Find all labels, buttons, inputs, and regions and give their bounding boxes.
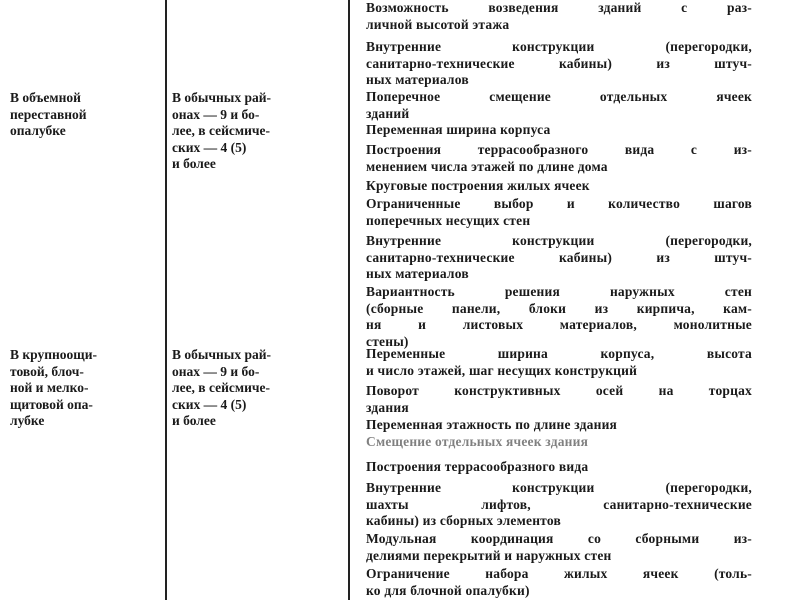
feature-item <box>366 417 752 434</box>
storeys-cell-line: лее, в сейсмиче- <box>172 123 270 138</box>
feature-item <box>366 566 752 599</box>
feature-item <box>366 89 752 122</box>
feature-item <box>366 39 752 89</box>
feature-line: Внутренние конструкции (перегородки, <box>366 480 752 495</box>
feature-item <box>366 459 752 476</box>
feature-line: поперечных несущих стен <box>366 212 531 228</box>
method-cell-line: опалубке <box>10 123 66 138</box>
feature-line: и число этажей, шаг несущих конструкций <box>366 362 638 378</box>
method-cell <box>10 90 160 140</box>
feature-line: Переменная этажность по длине здания <box>366 417 618 432</box>
method-cell-line: В объемной <box>10 90 81 105</box>
feature-line: Построения террасообразного вида <box>366 459 589 474</box>
feature-line: Ограничение набора жилых ячеек (толь- <box>366 566 752 581</box>
feature-line: Вариантность решения наружных стен <box>366 284 752 299</box>
storeys-cell-line: лее, в сейсмиче- <box>172 380 270 395</box>
feature-line: Возможность возведения зданий с раз- <box>366 0 752 15</box>
feature-line: Модульная координация со сборными из- <box>366 531 752 546</box>
storeys-cell-line: и более <box>172 156 216 171</box>
feature-line: Построения террасообразного вида с из- <box>366 142 752 157</box>
feature-line: менением числа этажей по длине дома <box>366 158 608 174</box>
column-divider-2 <box>348 0 350 600</box>
storeys-cell-line: онах — 9 и бо- <box>172 106 260 122</box>
feature-item <box>366 531 752 564</box>
method-cell-line: лубке <box>10 413 45 428</box>
feature-line: шахты лифтов, санитарно-технические <box>366 496 752 512</box>
feature-item <box>366 178 752 195</box>
feature-item <box>366 284 752 350</box>
feature-line: Переменная ширина корпуса <box>366 122 551 137</box>
method-cell-line: щитовой опа- <box>10 396 93 412</box>
feature-line: ных материалов <box>366 266 469 281</box>
storeys-cell-line: онах — 9 и бо- <box>172 363 260 379</box>
feature-line: Внутренние конструкции (перегородки, <box>366 39 752 54</box>
feature-item <box>366 122 752 139</box>
storeys-cell-line: В обычных рай- <box>172 90 272 105</box>
feature-item <box>366 142 752 175</box>
feature-line: санитарно-технические кабины) из штуч- <box>366 249 752 265</box>
storeys-cell-line: ских — 4 (5) <box>172 139 247 155</box>
storeys-cell-line: В обычных рай- <box>172 347 272 362</box>
storeys-cell <box>172 90 342 173</box>
storeys-cell-line: ских — 4 (5) <box>172 396 247 412</box>
feature-line: зданий <box>366 105 410 121</box>
feature-line: санитарно-технические кабины) из штуч- <box>366 55 752 71</box>
method-cell-line: переставной <box>10 106 87 122</box>
storeys-cell <box>172 347 342 430</box>
feature-line: (сборные панели, блоки из кирпича, кам- <box>366 300 752 316</box>
feature-line: Внутренние конструкции (перегородки, <box>366 233 752 248</box>
feature-line: Поперечное смещение отдельных ячеек <box>366 89 752 104</box>
feature-line: Ограниченные выбор и количество шагов <box>366 196 752 211</box>
feature-line: ня и листовых материалов, монолитные <box>366 317 752 332</box>
feature-item <box>366 196 752 229</box>
feature-line: Круговые построения жилых ячеек <box>366 178 590 193</box>
feature-line: Смещение отдельных ячеек здания <box>366 434 589 449</box>
method-cell-line: В крупноощи- <box>10 347 97 362</box>
method-cell <box>10 347 160 430</box>
feature-line: делиями перекрытий и наружных стен <box>366 547 612 563</box>
feature-line: стены) <box>366 333 409 349</box>
feature-item <box>366 480 752 530</box>
feature-line: кабины) из сборных элементов <box>366 513 561 528</box>
feature-item <box>366 0 752 33</box>
feature-line: Поворот конструктивных осей на торцах <box>366 383 752 398</box>
feature-item <box>366 233 752 283</box>
column-divider-1 <box>165 0 167 600</box>
feature-line: Переменные ширина корпуса, высота <box>366 346 752 361</box>
feature-line: здания <box>366 399 409 415</box>
storeys-cell-line: и более <box>172 413 216 428</box>
method-cell-line: товой, блоч- <box>10 363 84 379</box>
feature-item <box>366 434 752 451</box>
feature-line: ко для блочной опалубки) <box>366 582 530 598</box>
method-cell-line: ной и мелко- <box>10 380 89 395</box>
feature-line: личной высотой этажа <box>366 16 510 32</box>
feature-item <box>366 346 752 379</box>
feature-item <box>366 383 752 416</box>
feature-line: ных материалов <box>366 72 469 87</box>
